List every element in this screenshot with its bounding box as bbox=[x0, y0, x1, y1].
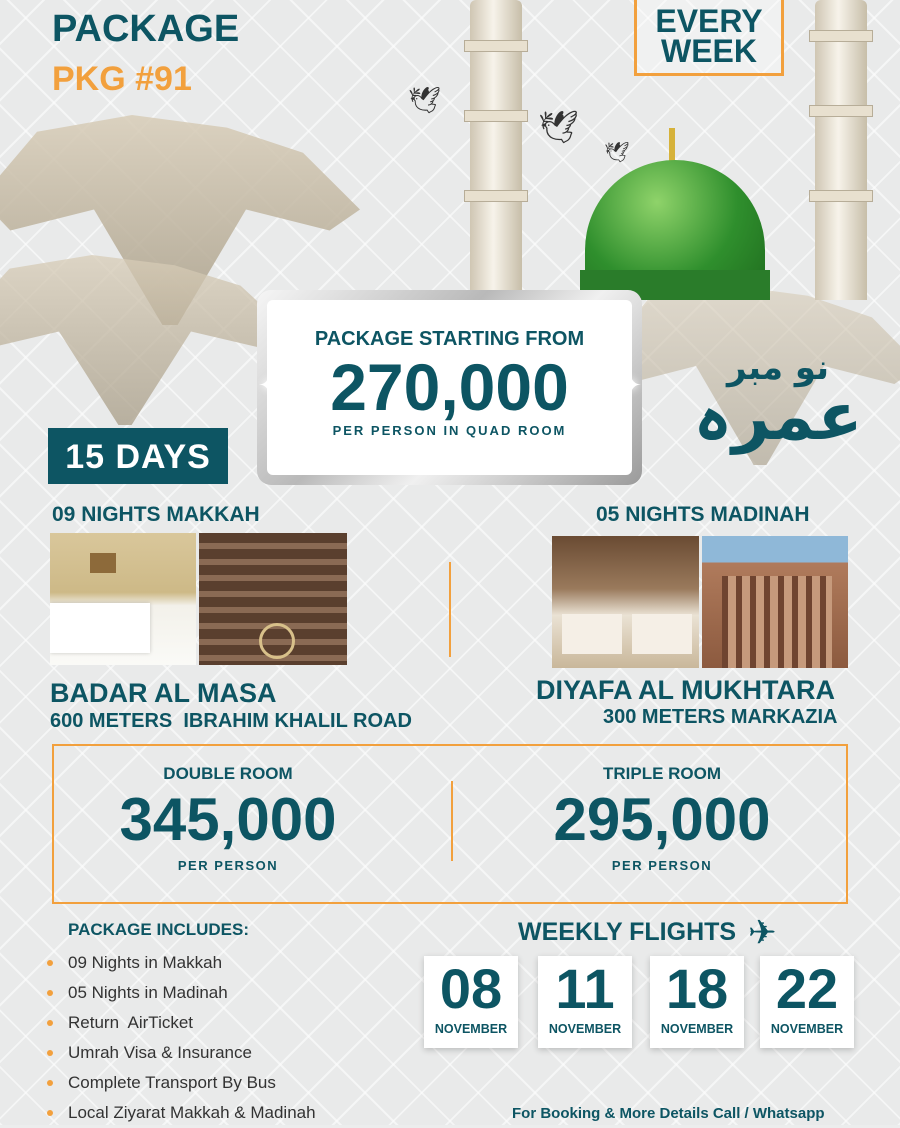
flight-month: NOVEMBER bbox=[660, 1022, 734, 1036]
booking-contact-text: For Booking & More Details Call / Whatsapp bbox=[512, 1105, 825, 1122]
dome-finial bbox=[669, 128, 675, 162]
list-item: Complete Transport By Bus bbox=[44, 1068, 316, 1098]
makkah-hotel-photo bbox=[199, 533, 347, 665]
flight-month: NOVEMBER bbox=[770, 1022, 844, 1036]
room-prices-box bbox=[52, 744, 848, 904]
package-title: PACKAGE bbox=[52, 8, 240, 50]
starting-price-inner bbox=[267, 300, 632, 475]
list-item: Local Ziyarat Makkah & Madinah bbox=[44, 1098, 316, 1128]
every-week-line2: WEEK bbox=[661, 33, 757, 69]
room-picture-frame bbox=[90, 553, 116, 573]
arabic-umrah-title bbox=[668, 348, 888, 455]
madinah-room-photo bbox=[552, 536, 699, 668]
double-room-label: DOUBLE ROOM bbox=[163, 764, 293, 783]
package-number: PKG #91 bbox=[52, 60, 192, 98]
madinah-hotel-name: DIYAFA AL MUKHTARA bbox=[536, 675, 836, 705]
flight-day: 18 bbox=[665, 957, 729, 1020]
makkah-hotel-name: BADAR AL MASA bbox=[50, 678, 277, 708]
triple-room-price: 295,000 bbox=[553, 786, 771, 853]
includes-list bbox=[44, 948, 316, 1128]
sparkle-icon: ✦ bbox=[258, 370, 280, 400]
makkah-room-photo bbox=[50, 533, 196, 665]
minaret-right bbox=[815, 0, 867, 300]
hotel-facade bbox=[722, 576, 832, 668]
every-week-badge bbox=[634, 0, 784, 76]
sparkle-icon: ✦ bbox=[620, 370, 642, 400]
madinah-hotel-photo bbox=[702, 536, 848, 668]
every-week-line1: EVERY bbox=[655, 3, 763, 39]
rooms-divider bbox=[451, 781, 453, 861]
room-bed bbox=[562, 614, 622, 654]
starting-label: PACKAGE STARTING FROM bbox=[314, 328, 585, 350]
makkah-nights: 09 NIGHTS MAKKAH bbox=[52, 503, 260, 526]
double-room-per: PER PERSON bbox=[177, 858, 279, 873]
arabic-line2: عمرہ bbox=[693, 378, 863, 455]
flight-month: NOVEMBER bbox=[434, 1022, 508, 1036]
list-item: Return AirTicket bbox=[44, 1008, 316, 1038]
hotel-emblem bbox=[259, 623, 295, 659]
starting-amount: 270,000 bbox=[330, 350, 569, 424]
flight-day: 08 bbox=[439, 957, 503, 1020]
triple-room-label: TRIPLE ROOM bbox=[602, 764, 722, 783]
room-bed bbox=[50, 603, 150, 653]
madinah-nights: 05 NIGHTS MADINAH bbox=[596, 503, 810, 526]
triple-room-per: PER PERSON bbox=[611, 858, 713, 873]
minaret-left bbox=[470, 0, 522, 290]
bird-icon: 🕊 bbox=[604, 142, 630, 164]
list-item: 05 Nights in Madinah bbox=[44, 978, 316, 1008]
starting-per-person: PER PERSON IN QUAD ROOM bbox=[332, 423, 567, 438]
list-item: Umrah Visa & Insurance bbox=[44, 1038, 316, 1068]
weekly-flights-title: WEEKLY FLIGHTS bbox=[518, 918, 737, 946]
flight-date-card bbox=[424, 956, 518, 1048]
double-room-price: 345,000 bbox=[119, 786, 337, 853]
makkah-hotel-distance: 600 METERS IBRAHIM KHALIL ROAD bbox=[50, 710, 412, 732]
starting-price-box bbox=[257, 290, 642, 485]
hotels-divider bbox=[449, 562, 451, 657]
flight-date-card bbox=[760, 956, 854, 1048]
arabic-line1: نو مبر bbox=[727, 348, 829, 388]
flight-date-card bbox=[650, 956, 744, 1048]
room-bed bbox=[632, 614, 692, 654]
bird-icon: 🕊 bbox=[408, 85, 442, 115]
includes-title: PACKAGE INCLUDES: bbox=[68, 920, 250, 939]
list-item: 09 Nights in Makkah bbox=[44, 948, 316, 978]
double-room bbox=[58, 764, 398, 873]
bird-icon: 🕊 bbox=[538, 109, 579, 145]
flight-day: 22 bbox=[775, 957, 839, 1020]
flight-day: 11 bbox=[555, 957, 615, 1020]
airplane-icon: ✈ bbox=[748, 914, 777, 952]
flight-month: NOVEMBER bbox=[548, 1022, 622, 1036]
flight-date-card bbox=[538, 956, 632, 1048]
madinah-hotel-distance: 300 METERS MARKAZIA bbox=[603, 706, 838, 728]
duration-badge: 15 DAYS bbox=[48, 428, 228, 484]
triple-room bbox=[492, 764, 832, 873]
